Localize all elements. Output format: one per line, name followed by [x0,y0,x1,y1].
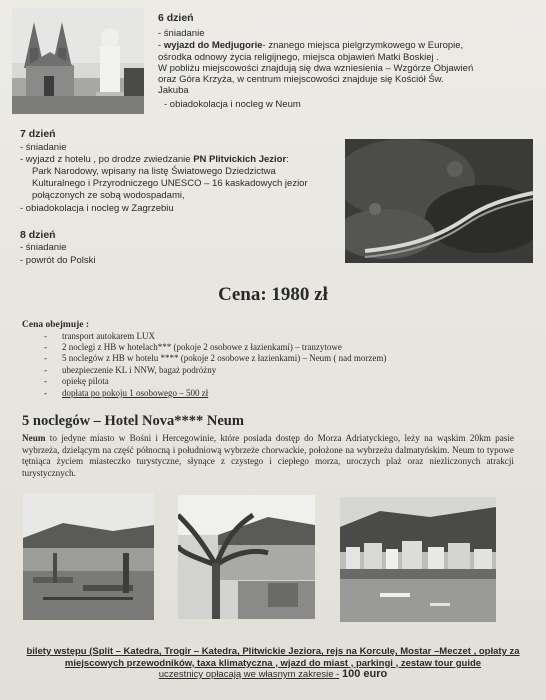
day7-line: połączonych ze sobą wodospadami, [32,190,185,201]
day6-line [158,40,463,51]
includes-item-text: opiekę pilota [62,376,109,386]
includes-item-text: transport autokarem LUX [62,331,155,341]
day7-line: Park Narodowy, wpisany na listę Światowego Dziedzictwa [32,166,276,177]
day7-line: - śniadanie [20,142,67,153]
terrace-sea-photo [23,493,154,620]
includes-item: - opiekę pilota [44,376,109,386]
includes-item-text: 5 noclegów z HB w hotelu **** (pokoje 2 osobowe z łazienkami) – Neum ( nad morzem) [62,353,387,363]
day7-park-bold: PN Plitvickich Jezior [193,154,287,165]
includes-item: - transport autokarem LUX [44,331,155,341]
extra-costs-line [20,646,526,658]
extra-costs-text: uczestnicy opłacają we własnym zakresie - [158,669,340,680]
includes-item-text: 2 noclegi z HB w hotelach*** (pokoje 2 osobowe z łazienkami) – tranzytowe [62,342,342,352]
medjugorje-church-photo [12,8,144,114]
day6-trip-text: - wyjazd do Medjugorie- znanego miejsca pielgrzymkowego w Europie, [158,40,464,51]
hotel-description-text: to jedyne miasto w Bośni i Hercegowinie, które posiada dostęp do Morza Adriatyckiego, leży na wąskim 20km pasie wybrzeża, dzielącym na część północną i południową wybrzeże chorwackie, położone na wybrzeżu dalmatyńskim. Neum to typowe tętniąca życiem miasteczko turystyczne, słynące z czystego i ciepłego morza, uroczych plaż oraz niezliczonych atrakcji turystycznych. [22,433,514,478]
palm-balcony-photo [178,495,315,619]
includes-item-text: dopłata po pokoju 1 osobowego – 500 zł [62,388,209,398]
hotel-lead-word: Neum [22,433,46,443]
extra-costs-text: miejscowych przewodników, taxa klimatyczna , wjazd do miast , parkingi , zestaw tour guide [64,657,482,669]
day7-title: 7 dzień [20,128,56,140]
includes-item: - dopłata po pokoju 1 osobowego – 500 zł [44,388,209,398]
day6-line: - obiadokolacja i nocleg w Neum [164,99,301,110]
price-heading: Cena: 1980 zł [218,284,328,305]
day8-line: - śniadanie [20,242,67,253]
day6-trip-bold: wyjazd do Medjugorie [163,40,263,51]
day6-line: oraz Góra Krzyża, w centrum miejscowości znajduje się Kościół Św. [158,74,444,85]
day6-title: 6 dzień [158,12,194,24]
includes-item: - ubezpieczenie KL i NNW, bagaż podróżny [44,365,217,375]
extra-costs-line [20,658,526,670]
extra-costs-text: bilety wstępu (Split – Katedra, Trogir – Katedra, Plitwickie Jeziora, rejs na Korculę, Mostar –Meczet , opłaty za [26,646,520,657]
day6-line: Jakuba [158,85,189,96]
day7-line: - wyjazd z hotelu , po drodze zwiedzanie PN Plitvickich Jezior: [20,154,289,165]
includes-item: - 5 noclegów z HB w hotelu **** (pokoje 2 osobowe z łazienkami) – Neum ( nad morzem) [44,353,387,363]
includes-title: Cena obejmuje : [22,320,90,330]
day6-line: - śniadanie [158,28,205,39]
includes-item-text: ubezpieczenie KL i NNW, bagaż podróżny [62,365,217,375]
day6-line: ośrodka odnowy życia religijnego, miejsca objawień Matki Boskiej . [158,52,439,63]
includes-item: - 2 noclegi z HB w hotelach*** (pokoje 2 osobowe z łazienkami) – tranzytowe [44,342,342,352]
extra-costs-amount: 100 euro [341,668,388,680]
extra-costs-line [20,669,526,681]
day8-line: - powrót do Polski [20,255,96,266]
neum-town-photo [340,497,496,622]
plitvice-lakes-photo [345,139,533,263]
day7-line: Kulturalnego i Przyrodniczego UNESCO – 16 kaskadowych jezior [32,178,308,189]
hotel-heading: 5 noclegów – Hotel Nova**** Neum [22,413,244,429]
extra-costs-note [20,646,526,681]
day6-line: W pobliżu miejscowości znajdują się dwa wzniesienia – Wzgórze Objawień [158,63,474,74]
day7-line: - obiadokolacja i nocleg w Zagrzebiu [20,203,174,214]
hotel-description [22,433,514,479]
day8-title: 8 dzień [20,229,56,241]
